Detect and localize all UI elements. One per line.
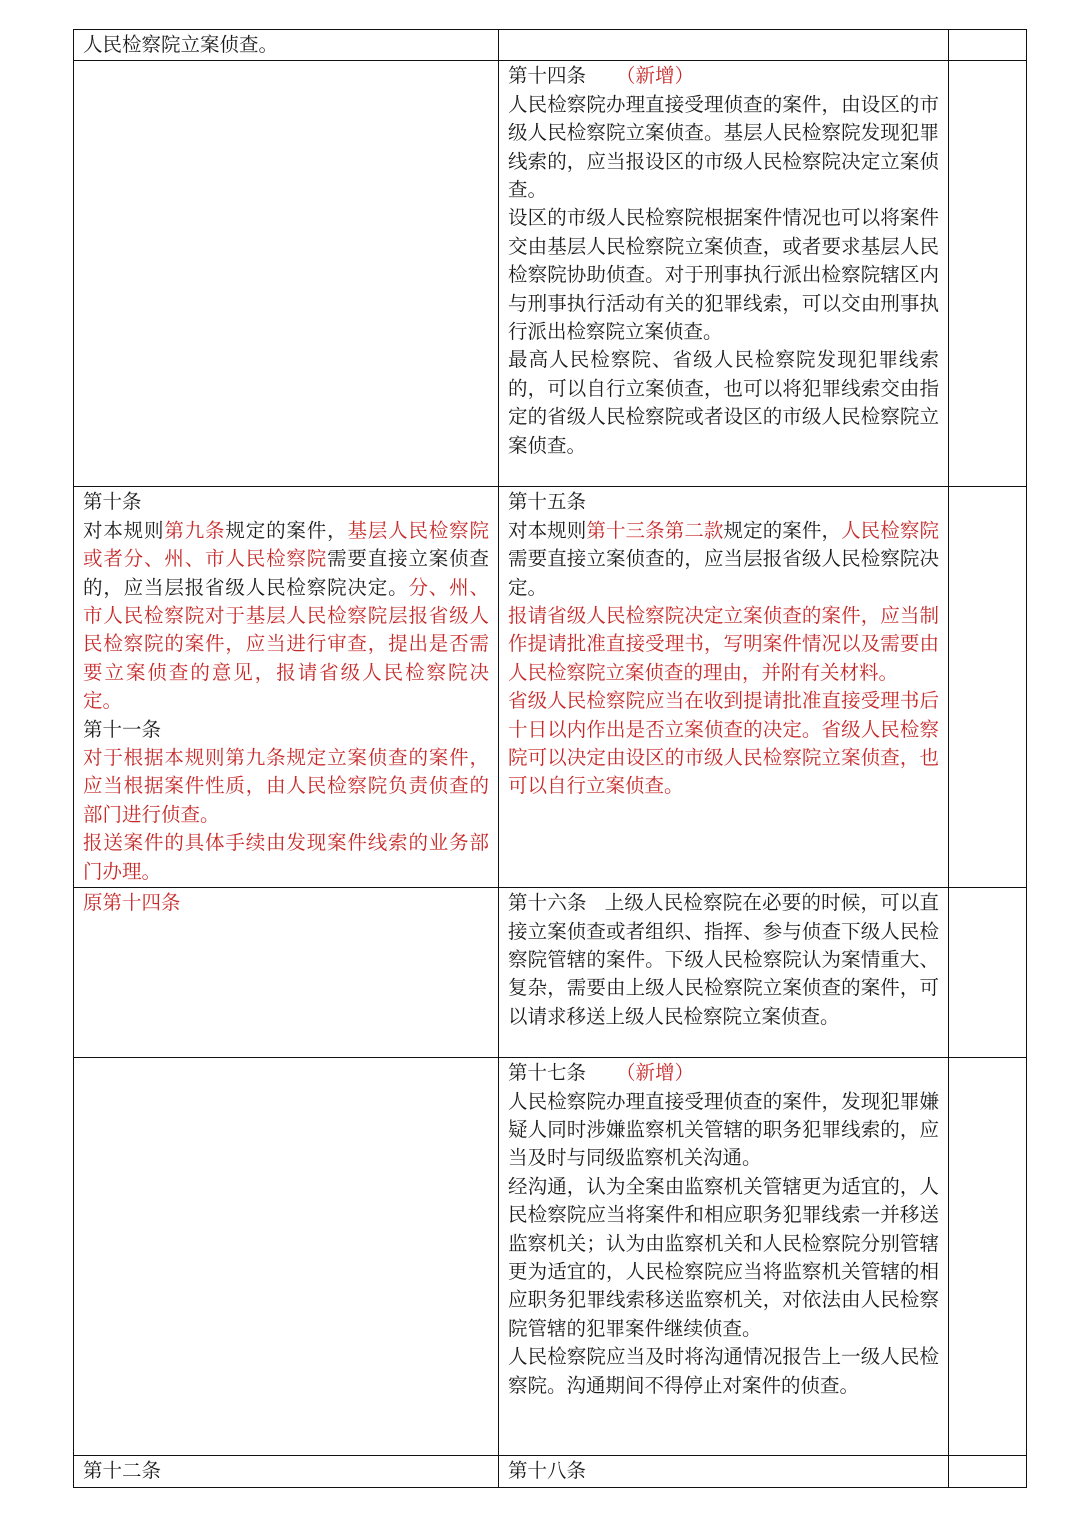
article-title: 第十五条 [508,490,587,514]
paragraph: 报送案件的具体手续由发现案件线索的业务部门办理。 [83,831,489,883]
changed-text: 第十三条第二款 [586,518,724,542]
table-row [74,1456,1027,1487]
new-tag: （新增） [616,1061,695,1085]
changed-text: 基层人民检察院或者分、州、市人民检察院 [83,518,489,571]
note-cell [949,487,1027,888]
article-title: 第十一条 [83,717,162,741]
note-cell [949,61,1027,487]
old-cell [74,487,499,888]
old-cell [74,1456,499,1487]
changed-text: 第九条 [164,518,226,542]
changed-text: 分、州、市人民检察院对于基层人民检察院层报省级人民检察院的案件，应当进行审查，提出是否需要立案侦查的意见，报请省级人民检察院决定。 [83,575,489,713]
comparison-table [73,29,1027,1488]
new-cell [499,487,949,888]
paragraph [508,889,939,1031]
new-cell [499,1456,949,1487]
paragraph: 最高人民检察院、省级人民检察院发现犯罪线索的，可以自行立案侦查，也可以将犯罪线索交由指定的省级人民检察院或者设区的市级人民检察院立案侦查。 [508,348,939,457]
note-cell [949,1058,1027,1456]
article-title: 原第十四条 [83,891,181,915]
note-cell [949,888,1027,1058]
new-cell [499,30,949,61]
changed-text: 人民检察院 [841,518,939,542]
new-cell [499,61,949,487]
table-row [74,487,1027,888]
paragraph: 设区的市级人民检察院根据案件情况也可以将案件交由基层人民检察院立案侦查，或者要求基层人民检察院协助侦查。对于刑事执行派出检察院辖区内与刑事执行活动有关的犯罪线索，可以交由刑事执行派出检察院立案侦查。 [508,206,939,344]
old-cell [74,1058,499,1456]
old-cell [74,888,499,1058]
paragraph: 省级人民检察院应当在收到提请批准直接受理书后十日以内作出是否立案侦查的决定。省级人民检察院可以决定由设区的市级人民检察院立案侦查，也可以自行立案侦查。 [508,689,939,798]
paragraph: 人民检察院办理直接受理侦查的案件，由设区的市级人民检察院立案侦查。基层人民检察院发现犯罪线索的，应当报设区的市级人民检察院决定立案侦查。 [508,92,939,202]
old-cell [74,30,499,61]
table-row [74,888,1027,1058]
article-title: 第十七条 [508,1061,587,1085]
table-row [74,1058,1027,1456]
old-cell [74,61,499,487]
paragraph: 经沟通，认为全案由监察机关管辖更为适宜的，人民检察院应当将案件和相应职务犯罪线索一并移送监察机关；认为由监察机关和人民检察院分别管辖更为适宜的，人民检察院应当将监察机关管辖的相应职务犯罪线索移送监察机关，对依法由人民检察院管辖的犯罪案件继续侦查。 [508,1174,939,1340]
paragraph [83,517,489,716]
new-tag: （新增） [616,64,695,88]
text-span: 对本规则 [83,518,165,542]
paragraph: 对于根据本规则第九条规定立案侦查的案件，应当根据案件性质，由人民检察院负责侦查的部门进行侦查。 [83,746,489,826]
paragraph [508,517,939,602]
text-span: 需要直接立案侦查的，应当层报省级人民检察院决定。 [83,547,489,599]
paragraph: 人民检察院办理直接受理侦查的案件，发现犯罪嫌疑人同时涉嫌监察机关管辖的职务犯罪线索的，应当及时与同级监察机关沟通。 [508,1089,939,1170]
article-body: 上级人民检察院在必要的时候，可以直接立案侦查或者组织、指挥、参与侦查下级人民检察院管辖的案件。下级人民检察院认为案情重大、复杂，需要由上级人民检察院立案侦查的案件，可以请求移送上级人民检察院立案侦查。 [508,891,939,1028]
table-row [74,30,1027,61]
old-text: 人民检察院立案侦查。 [83,33,279,56]
text-span: 对本规则 [508,518,587,542]
article-title: 第十二条 [83,1459,162,1483]
new-cell [499,1058,949,1456]
article-title: 第十六条 [508,891,587,915]
article-title: 第十条 [83,490,142,514]
text-span: 规定的案件， [723,518,842,542]
note-cell [949,30,1027,61]
paragraph: 人民检察院应当及时将沟通情况报告上一级人民检察院。沟通期间不得停止对案件的侦查。 [508,1345,939,1397]
article-title: 第十八条 [508,1459,587,1483]
paragraph: 报请省级人民检察院决定立案侦查的案件，应当制作提请批准直接受理书，写明案件情况以及需要由人民检察院立案侦查的理由，并附有关材料。 [508,604,939,684]
text-span: 规定的案件， [225,518,348,542]
article-title: 第十四条 [508,64,587,88]
text-span: 需要直接立案侦查的，应当层报省级人民检察院决定。 [508,547,939,599]
note-cell [949,1456,1027,1487]
table-row [74,61,1027,487]
new-cell [499,888,949,1058]
